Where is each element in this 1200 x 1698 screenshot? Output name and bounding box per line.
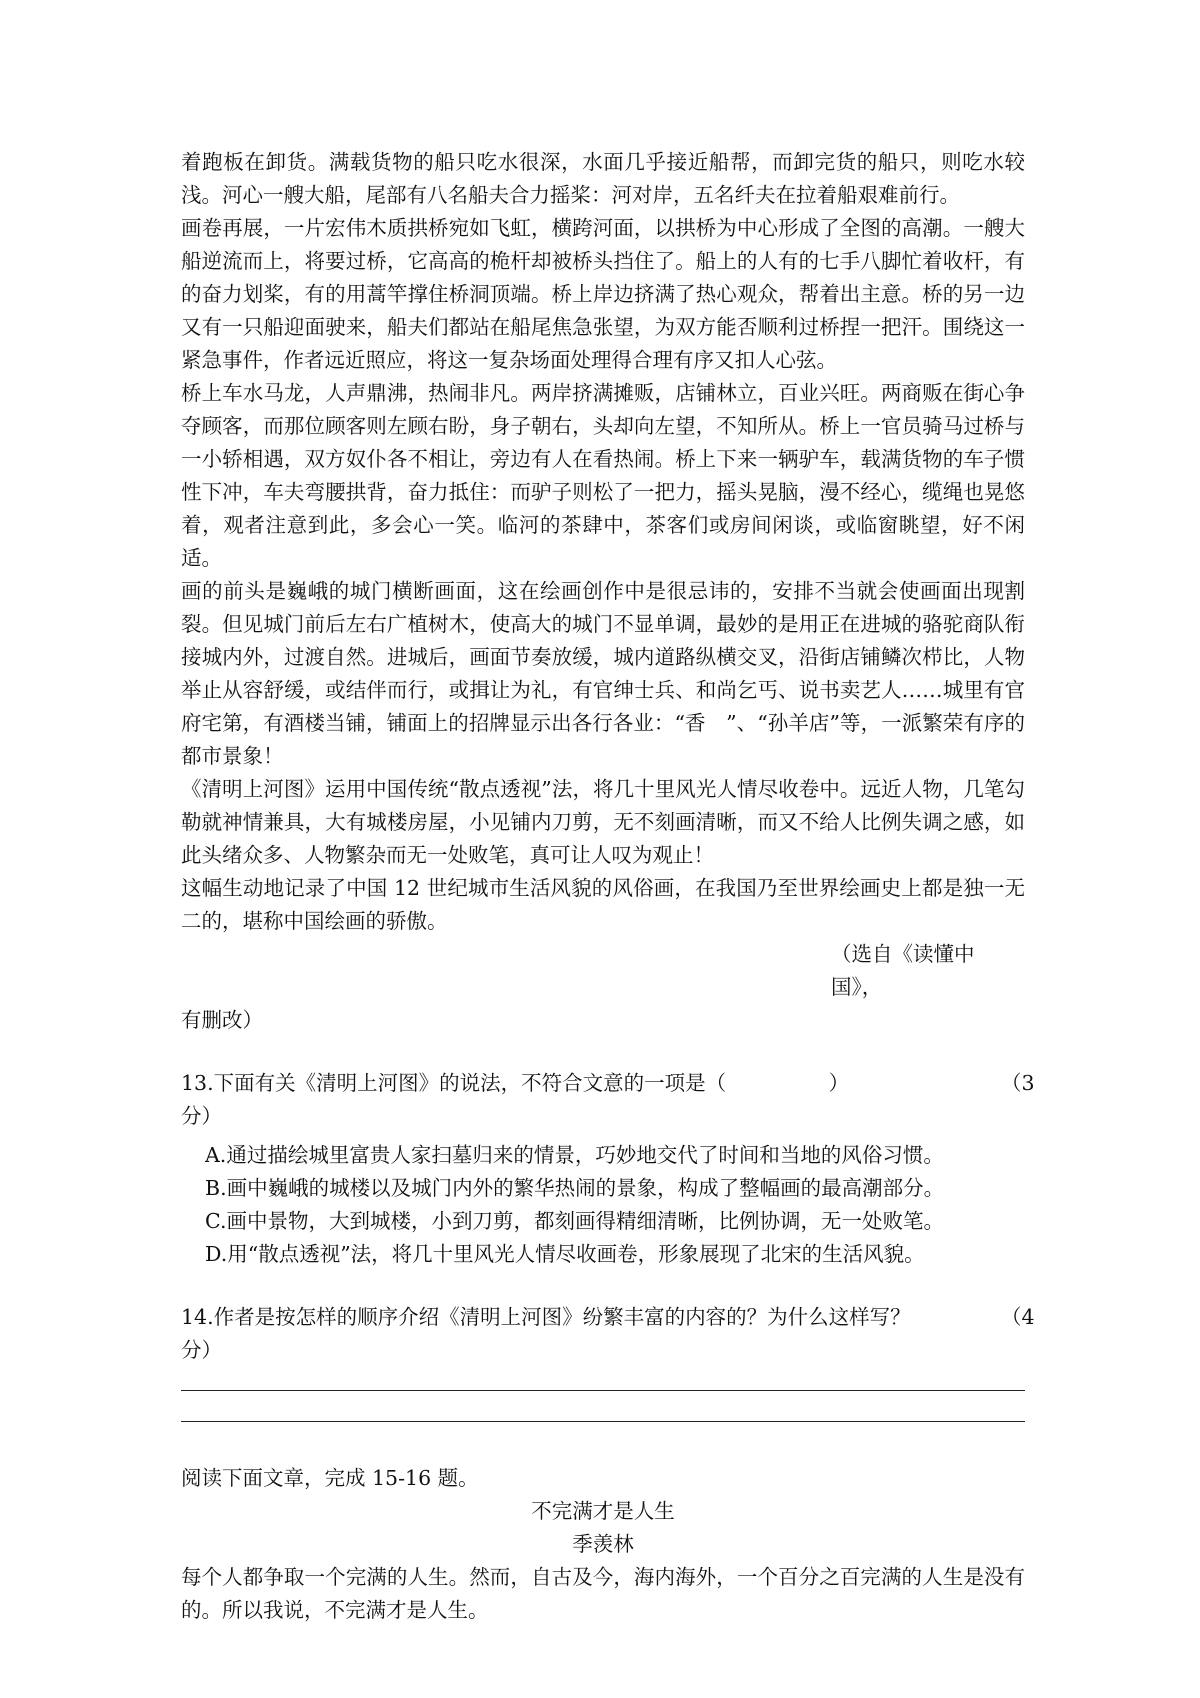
question-13-stem: 13.下面有关《清明上河图》的说法，不符合文意的一项是（ ） bbox=[181, 1071, 850, 1095]
source-citation-tail: 有删改） bbox=[181, 1008, 263, 1032]
question-13 bbox=[181, 1067, 1035, 1271]
section-intro: 阅读下面文章，完成 15-16 题。 bbox=[181, 1466, 479, 1490]
passage-paragraph: 这幅生动地记录了中国 12 世纪城市生活风貌的风俗画，在我国乃至世界绘画史上都是独一无二的，堪称中国绘画的骄傲。 bbox=[181, 876, 1025, 933]
answer-line bbox=[181, 1390, 1025, 1391]
option-b: B.画中巍峨的城楼以及城门内外的繁华热闹的景象，构成了整幅画的最高潮部分。 bbox=[205, 1176, 945, 1200]
passage-qingming bbox=[181, 146, 1025, 1037]
article-paragraph: 每个人都争取一个完满的人生。然而，自古及今，海内海外，一个百分之百完满的人生是没有的。所以我说，不完满才是人生。 bbox=[181, 1565, 1025, 1622]
article-title: 不完满才是人生 bbox=[531, 1499, 675, 1523]
option-a: A.通过描绘城里富贵人家扫墓归来的情景，巧妙地交代了时间和当地的风俗习惯。 bbox=[205, 1143, 944, 1167]
question-14-title bbox=[181, 1301, 1035, 1334]
answer-line bbox=[181, 1421, 1025, 1422]
option-c: C.画中景物，大到城楼，小到刀剪，都刻画得精细清晰，比例协调，无一处败笔。 bbox=[205, 1209, 944, 1233]
source-citation: （选自《读懂中国》， bbox=[831, 942, 975, 999]
question-14 bbox=[181, 1301, 1035, 1422]
passage-paragraph: 画的前头是巍峨的城门横断画面，这在绘画创作中是很忌讳的，安排不当就会使画面出现割裂。但见城门前后左右广植树木，使高大的城门不显单调，最妙的是用正在进城的骆驼商队衔接城内外，过渡自然。进城后，画面节奏放缓，城内道路纵横交叉，沿街店铺鳞次栉比，人物举止从容舒缓，或结伴而行，或揖让为礼，有官绅士兵、和尚乞丐、说书卖艺人……城里有官府宅第，有酒楼当铺，铺面上的招牌显示出各行各业：“香 ”、“孙羊店”等，一派繁荣有序的都市景象！ bbox=[181, 579, 1025, 768]
article-author: 季羡林 bbox=[572, 1532, 634, 1556]
question-14-score-tail: 分） bbox=[181, 1338, 222, 1362]
document-content bbox=[181, 146, 1035, 1627]
question-13-score: （3 bbox=[1001, 1071, 1035, 1095]
passage-paragraph: 画卷再展，一片宏伟木质拱桥宛如飞虹，横跨河面，以拱桥为中心形成了全图的高潮。一艘大船逆流而上，将要过桥，它高高的桅杆却被桥头挡住了。船上的人有的七手八脚忙着收杆，有的奋力划桨，有的用蒿竿撑住桥洞顶端。桥上岸边挤满了热心观众，帮着出主意。桥的另一边又有一只船迎面驶来，船夫们都站在船尾焦急张望，为双方能否顺利过桥捏一把汗。围绕这一紧急事件，作者远近照应，将这一复杂场面处理得合理有序又扣人心弦。 bbox=[181, 216, 1025, 372]
passage-paragraph: 桥上车水马龙，人声鼎沸，热闹非凡。两岸挤满摊贩，店铺林立，百业兴旺。两商贩在街心争夺顾客，而那位顾客则左顾右盼，身子朝右，头却向左望，不知所从。桥上一官员骑马过桥与一小轿相遇，双方奴仆各不相让，旁边有人在看热闹。桥上下来一辆驴车，载满货物的车子惯性下冲，车夫弯腰拱背，奋力抵住：而驴子则松了一把力，摇头晃脑，漫不经心，缆绳也晃悠着，观者注意到此，多会心一笑。临河的茶肆中，茶客们或房间闲谈，或临窗眺望，好不闲适。 bbox=[181, 381, 1025, 570]
question-13-options bbox=[181, 1139, 1025, 1271]
question-14-score: （4 bbox=[1001, 1305, 1035, 1329]
passage-paragraph: 着跑板在卸货。满载货物的船只吃水很深，水面几乎接近船帮，而卸完货的船只，则吃水较浅。河心一艘大船，尾部有八名船夫合力摇桨：河对岸，五名纤夫在拉着船艰难前行。 bbox=[181, 150, 1025, 207]
question-13-score-tail: 分） bbox=[181, 1104, 222, 1128]
question-13-title bbox=[181, 1067, 1035, 1100]
passage-paragraph: 《清明上河图》运用中国传统“散点透视”法，将几十里风光人情尽收卷中。远近人物，几笔勾勒就神情兼具，大有城楼房屋，小见铺内刀剪，无不刻画清晰，而又不给人比例失调之感，如此头绪众多、人物繁杂而无一处败笔，真可让人叹为观止！ bbox=[181, 777, 1025, 867]
option-d: D.用“散点透视”法，将几十里风光人情尽收画卷，形象展现了北宋的生活风貌。 bbox=[205, 1242, 925, 1266]
question-14-stem: 14.作者是按怎样的顺序介绍《清明上河图》纷繁丰富的内容的？为什么这样写？ bbox=[181, 1305, 911, 1329]
